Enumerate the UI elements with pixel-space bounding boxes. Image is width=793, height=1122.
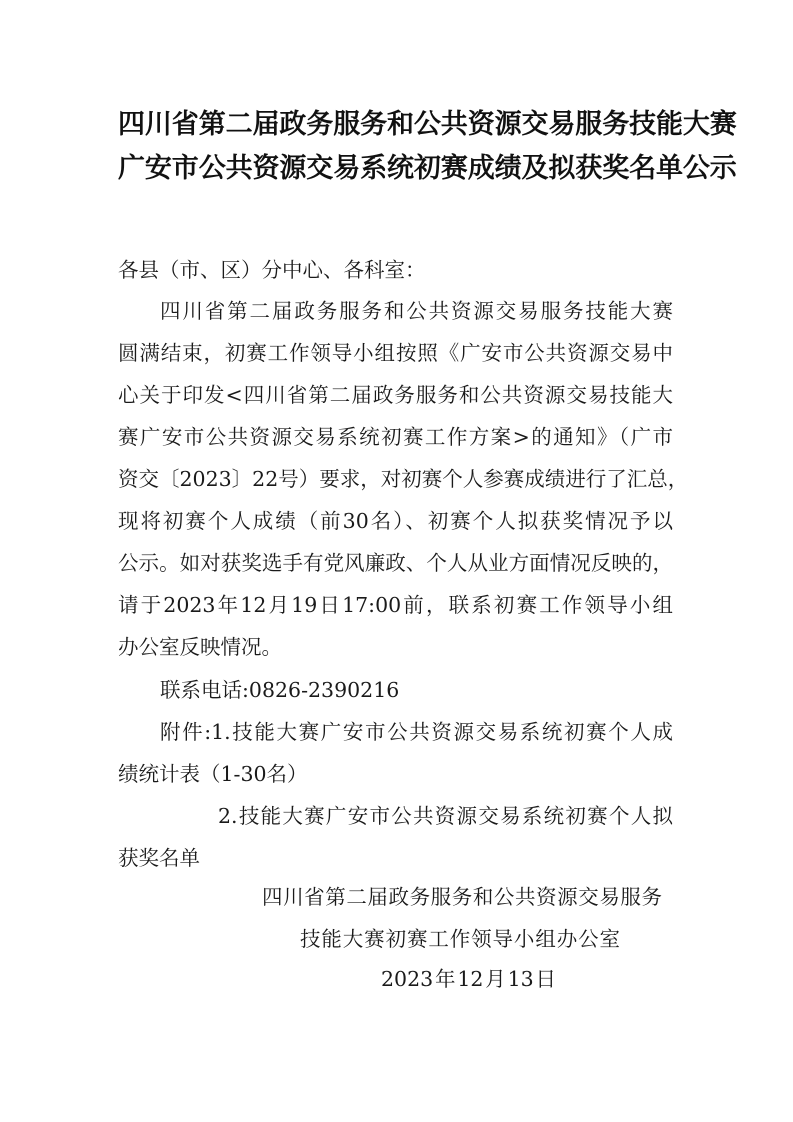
signature-date: 2023年12月13日: [381, 967, 556, 991]
body-line: 公示。如对获奖选手有党风廉政、个人从业方面情况反映的，: [118, 551, 673, 575]
body-line: 现将初赛个人成绩（前30名）、初赛个人拟获奖情况予以: [118, 509, 673, 533]
attachment-2-line-2: 获奖名单: [118, 846, 200, 870]
body-line: 心关于印发<四川省第二届政务服务和公共资源交易技能大: [118, 383, 673, 407]
body-line: 赛广安市公共资源交易系统初赛工作方案>的通知》（广市: [118, 425, 673, 449]
body-line: 办公室反映情况。: [118, 635, 282, 659]
body-line: 请于2023年12月19日17:00前，联系初赛工作领导小组: [118, 593, 673, 617]
attachment-1-line-2: 绩统计表（1-30名）: [118, 762, 308, 786]
signature-organization-line-1: 四川省第二届政务服务和公共资源交易服务: [262, 885, 662, 909]
salutation: 各县（市、区）分中心、各科室：: [118, 258, 426, 282]
body-line: 四川省第二届政务服务和公共资源交易服务技能大赛: [160, 299, 673, 323]
body-line: 圆满结束，初赛工作领导小组按照《广安市公共资源交易中: [118, 341, 673, 365]
attachment-2-line-1: 2.技能大赛广安市公共资源交易系统初赛个人拟: [218, 804, 673, 828]
attachment-1-line-1: 附件:1.技能大赛广安市公共资源交易系统初赛个人成: [160, 720, 673, 744]
contact-phone: 联系电话:0826-2390216: [160, 678, 400, 702]
document-title-line-1: 四川省第二届政务服务和公共资源交易服务技能大赛: [118, 109, 737, 140]
document-title-line-2: 广安市公共资源交易系统初赛成绩及拟获奖名单公示: [118, 153, 737, 184]
signature-organization-line-2: 技能大赛初赛工作领导小组办公室: [300, 927, 620, 951]
body-line: 资交〔2023〕22号）要求，对初赛个人参赛成绩进行了汇总，: [118, 467, 689, 491]
